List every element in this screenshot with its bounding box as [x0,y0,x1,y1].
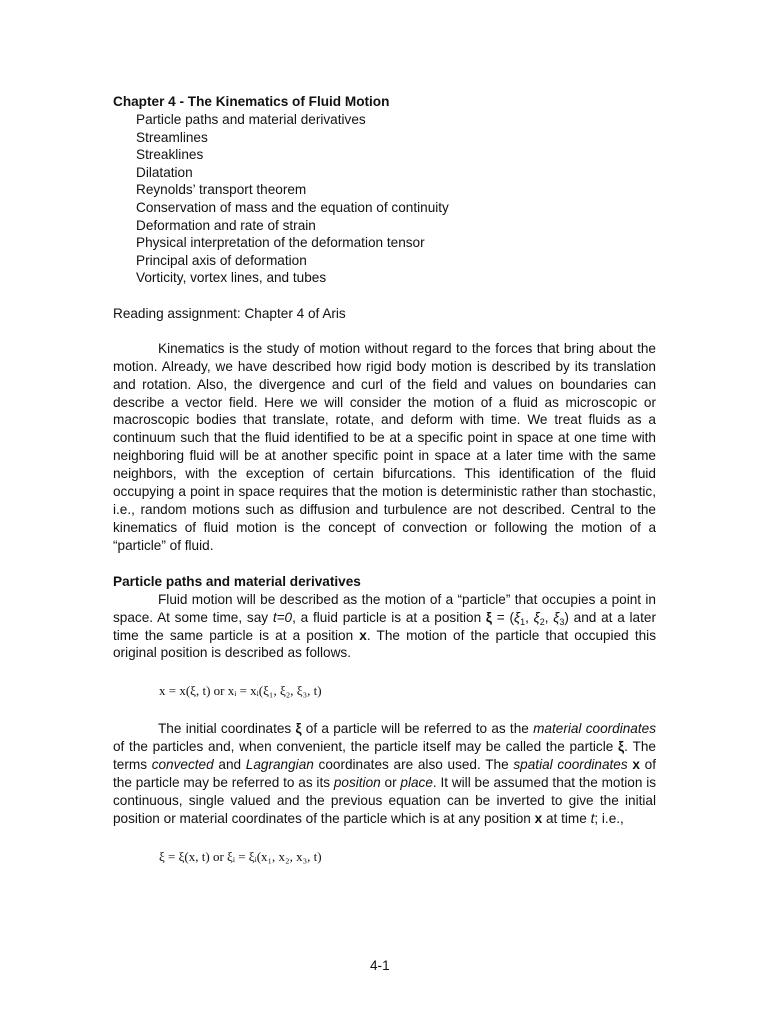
text-run: , [544,609,554,625]
symbol-x: x [359,627,367,643]
topic-item: Conservation of mass and the equation of continuity [136,199,449,215]
text-run: and [213,757,246,773]
text-run: . It will be assumed that the motion is continuous, single valued and the previous equation can be inverted to give the initial position or material coordinates of the particle which is at any position [113,775,657,826]
text-run: or [380,775,401,791]
equation-motion: x = x(ξ, t) or xᵢ = xᵢ(ξ₁, ξ₂, ξ₃, t) [159,683,322,699]
intro-paragraph: Kinematics is the study of motion without regard to the forces that bring about the motion. Already, we have described how rigid body motion is described by its translation and rotation. Also, the divergence and curl of the field and values on boundaries can describe a vector field. Here we will consider the motion of a fluid as microscopic or macroscopic bodies that translate, rotate, and deform with time. We treat fluids as a continuum such that the fluid identified to be at a specific point in space at one time with neighboring fluid will be at another specific point in space at a later time with the same neighbors, with the exception of certain bifurcations. This identification of the fluid occupying a point in space requires that the motion is deterministic rather than stochastic, i.e., random motions such as diffusion and turbulence are not described. Central to the kinematics of fluid motion is the concept of convection or following the motion of a “particle” of fluid. [113,340,656,553]
symbol-xi: ξ [533,609,540,625]
section-paragraph-2 [113,720,656,827]
symbol-xi: ξ [618,739,625,755]
subscript: 2 [539,616,545,627]
term-material-coordinates: material coordinates [533,721,657,737]
text-run: of a particle will be referred to as the [301,721,534,737]
subscript: 1 [520,616,526,627]
text-run: coordinates are also used. The [313,757,514,773]
reading-assignment: Reading assignment: Chapter 4 of Aris [113,305,346,321]
topic-item: Particle paths and material derivatives [136,112,366,127]
symbol-x: x [627,757,640,773]
topic-item: Vorticity, vortex lines, and tubes [136,270,327,286]
text-run: at time [542,810,591,826]
topic-list [113,111,656,287]
section-heading: Particle paths and material derivatives [113,573,361,589]
text-run: ; i.e., [594,810,624,826]
term-lagrangian: Lagrangian [245,757,314,773]
topic-item: Deformation and rate of strain [136,217,316,233]
term-convected: convected [151,757,214,773]
topic-item: Streaklines [136,147,204,163]
text-run: ) and at a later time the same particle is at a position [113,609,656,643]
topic-item: Principal axis of deformation [136,252,307,268]
topic-item: Dilatation [136,164,193,180]
term-place: place [400,775,433,791]
section-paragraph-1 [113,591,656,663]
equation-inverse: ξ = ξ(x, t) or ξᵢ = ξᵢ(x₁, x₂, x₃, t) [159,848,322,864]
term-spatial-coordinates: spatial coordinates [513,757,628,773]
subscript: 3 [559,616,565,627]
symbol-xi: ξ [295,721,302,737]
text-run: The initial coordinates [158,721,296,737]
text-run: , a fluid particle is at a position [292,609,486,625]
topic-item: Physical interpretation of the deformation tensor [136,235,425,251]
symbol-xi: ξ [513,609,521,625]
term-position: position [333,775,381,791]
symbol-t: t [590,810,595,826]
symbol-xi: ξ [553,609,560,625]
text-run: of the particles and, when convenient, the particle itself may be called the particle [113,739,619,755]
text-run: = ( [491,609,514,625]
text-run: . The terms [113,739,656,773]
text-run: , [525,609,534,625]
symbol-xi: ξ [485,609,492,625]
text-run: of the particle may be referred to as its [113,757,657,791]
text-run: t=0 [272,609,293,625]
document-page [113,93,656,866]
topic-item: Reynolds’ transport theorem [136,182,307,198]
page-number: 4-1 [370,958,390,973]
topic-item: Streamlines [136,129,208,145]
chapter-title: Chapter 4 - The Kinematics of Fluid Motion [113,94,390,109]
text-run: . The motion of the particle that occupied this original position is described as follows. [113,627,656,661]
text-run: Fluid motion will be described as the motion of a “particle” that occupies a point in space. At some time, say [113,591,656,625]
symbol-x: x [534,810,543,826]
